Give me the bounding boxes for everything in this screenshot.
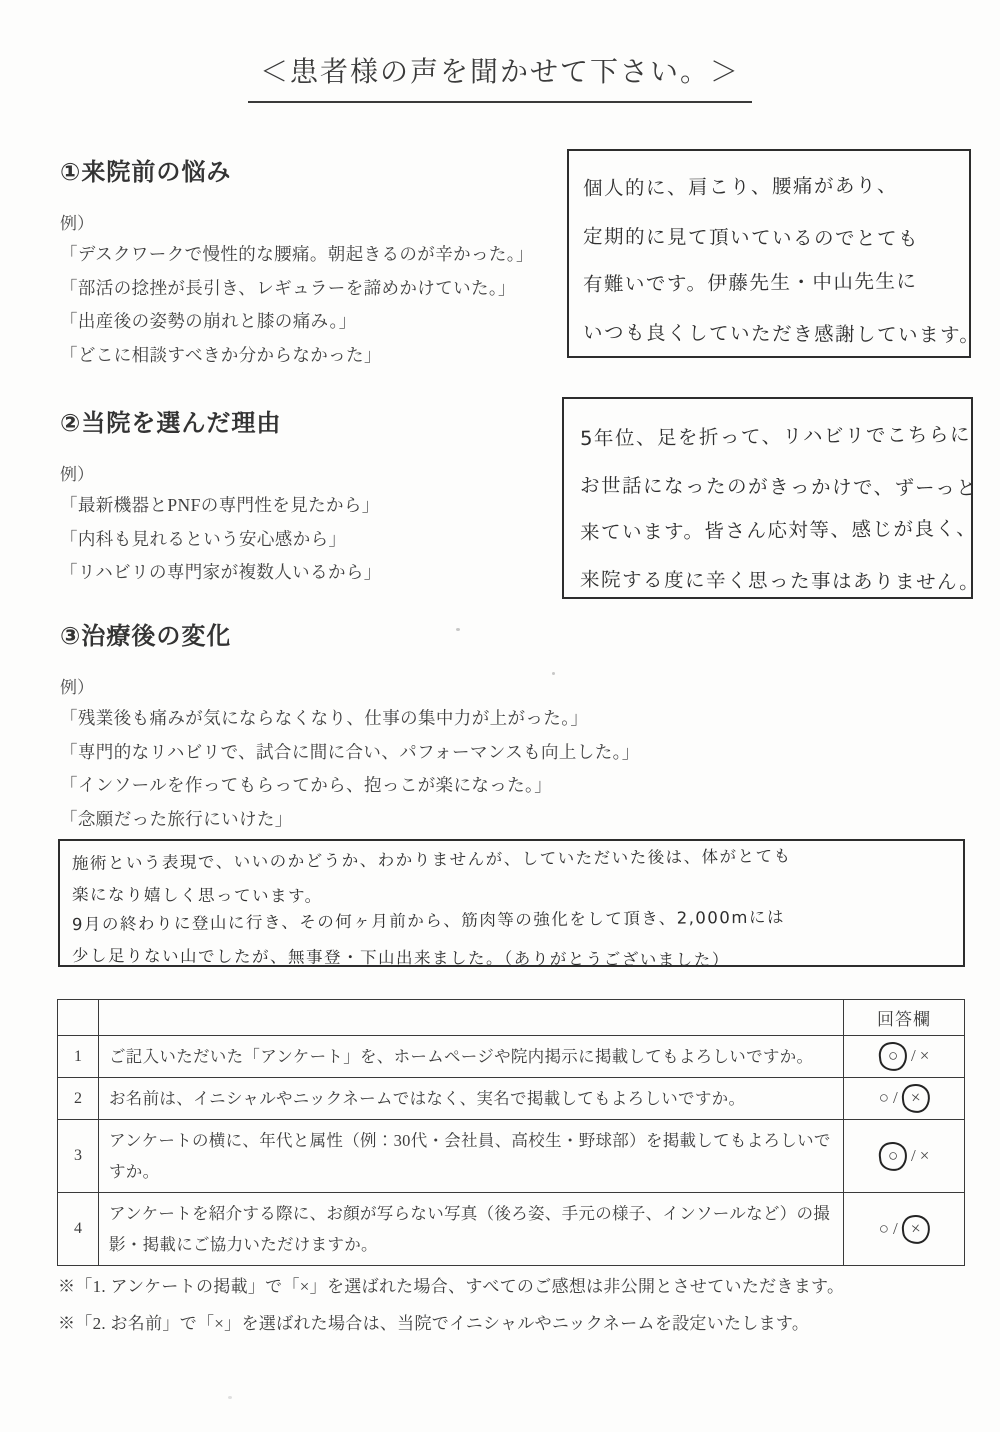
- handwritten-line: 有難いです。伊藤先生・中山先生に: [582, 269, 918, 296]
- handwritten-answer-box-2: [562, 397, 981, 599]
- table-row: [58, 1120, 965, 1193]
- scan-speck: [552, 672, 555, 675]
- table-header-row: [58, 1000, 965, 1036]
- footer-notes: [58, 1268, 844, 1342]
- handwritten-line: 9月の終わりに登山に行き、その何ヶ月前から、筋肉等の強化をして頂き、2,000mには: [71, 907, 786, 934]
- batsu-option: ×: [900, 1082, 931, 1114]
- scan-speck: [228, 1396, 232, 1399]
- section-3-example-label: 例）: [60, 678, 94, 697]
- batsu-option: ×: [919, 1046, 930, 1065]
- title-wrap: [0, 50, 1000, 103]
- option-separator: /: [892, 1088, 898, 1107]
- header-no-cell: [58, 1000, 99, 1036]
- handwritten-line: 少し足りない山でしたが、無事登・下山出来ました。（ありがとうございました）: [71, 945, 730, 970]
- section-3-heading: ③治療後の変化: [60, 623, 232, 650]
- example-quote: 「リハビリの専門家が複数人いるから」: [60, 562, 382, 582]
- example-quote: 「最新機器とPNFの専門性を見たから」: [60, 495, 380, 515]
- consent-table: [57, 999, 965, 1266]
- note-line: ※「2. お名前」で「×」を選ばれた場合は、当院でイニシャルやニックネームを設定いたします。: [58, 1314, 810, 1333]
- section-2-example-label: 例）: [60, 465, 94, 484]
- section-reason-for-choosing: [60, 403, 560, 590]
- question-text: アンケートを紹介する際に、お顔が写らない写真（後ろ姿、手元の様子、インソールなど）の撮影・掲載にご協力いただけますか。: [99, 1193, 844, 1266]
- question-text: ご記入いただいた「アンケート」を、ホームページや院内掲示に掲載してもよろしいですか。: [99, 1036, 844, 1078]
- answer-cell: [844, 1193, 965, 1266]
- option-separator: /: [892, 1218, 898, 1238]
- row-number: 1: [58, 1036, 99, 1078]
- example-quote: 「部活の捻挫が長引き、レギュラーを諦めかけていた。」: [60, 277, 516, 298]
- maru-option: ○: [878, 1088, 889, 1107]
- handwritten-line: いつも良くしていただき感謝しています。: [582, 321, 981, 347]
- question-text: お名前は、イニシャルやニックネームではなく、実名で掲載してもよろしいですか。: [99, 1078, 844, 1120]
- handwritten-line: 5年位、足を折って、リハビリでこちらに: [579, 422, 972, 450]
- page-title: ＜患者様の声を聞かせて下さい。＞: [248, 50, 752, 103]
- table-row: [58, 1036, 965, 1078]
- maru-option: ○: [877, 1140, 909, 1172]
- example-quote: 「内科も見れるという安心感から」: [60, 528, 347, 549]
- example-quote: 「どこに相談すべきか分からなかった」: [60, 344, 382, 365]
- row-number: 3: [58, 1120, 99, 1193]
- section-2-heading: ②当院を選んだ理由: [60, 410, 282, 437]
- handwritten-line: 来院する度に辛く思った事はありません。: [579, 568, 981, 594]
- handwritten-line: お世話になったのがきっかけで、ずーっと: [579, 474, 978, 500]
- option-separator: /: [910, 1046, 916, 1065]
- question-text: アンケートの横に、年代と属性（例：30代・会社員、高校生・野球部）を掲載してもよろしいですか。: [99, 1120, 844, 1193]
- note-line: ※「1. アンケートの掲載」で「×」を選ばれた場合、すべてのご感想は非公開とさせていただきます。: [58, 1277, 845, 1296]
- handwritten-line: 来ています。皆さん応対等、感じが良く、: [579, 516, 978, 544]
- example-quote: 「インソールを作ってもらってから、抱っこが楽になった。」: [60, 775, 553, 795]
- header-answer-cell: 回答欄: [844, 1000, 965, 1036]
- answer-cell: [844, 1078, 965, 1120]
- table-row: [58, 1078, 965, 1120]
- batsu-option: ×: [919, 1145, 930, 1165]
- example-quote: 「出産後の姿勢の崩れと膝の痛み。」: [60, 311, 357, 331]
- handwritten-answer-box-1: [567, 149, 981, 358]
- section-1-heading: ①来院前の悩み: [60, 159, 232, 186]
- answer-cell: [844, 1036, 965, 1078]
- section-pre-visit-worries: [60, 152, 560, 372]
- handwritten-line: 個人的に、肩こり、腰痛があり、: [582, 173, 899, 200]
- example-quote: 「残業後も痛みが気にならなくなり、仕事の集中力が上がった。」: [60, 708, 589, 728]
- row-number: 2: [58, 1078, 99, 1120]
- section-1-example-label: 例）: [60, 214, 94, 233]
- maru-option: ○: [878, 1218, 889, 1238]
- table-row: [58, 1193, 965, 1266]
- handwritten-answer-box-3: [58, 839, 965, 970]
- example-quote: 「専門的なリハビリで、試合に間に合い、パフォーマンスも向上した。」: [60, 741, 640, 762]
- section-changes-after-treatment: [60, 616, 720, 836]
- scan-speck: [456, 628, 460, 631]
- handwritten-line: 楽になり嬉しく思っています。: [71, 884, 323, 906]
- row-number: 4: [58, 1193, 99, 1266]
- example-quote: 「デスクワークで慢性的な腰痛。朝起きるのが辛かった。」: [60, 244, 534, 264]
- option-separator: /: [910, 1145, 916, 1165]
- batsu-option: ×: [900, 1213, 931, 1245]
- handwritten-line: 施術という表現で、いいのかどうか、わかりませんが、していただいた後は、体がとても: [71, 846, 792, 873]
- answer-cell: [844, 1120, 965, 1193]
- maru-option: ○: [877, 1040, 909, 1072]
- example-quote: 「念願だった旅行にいけた」: [60, 808, 293, 829]
- header-question-cell: [99, 1000, 844, 1036]
- handwritten-line: 定期的に見て頂いているのでとても: [582, 225, 920, 251]
